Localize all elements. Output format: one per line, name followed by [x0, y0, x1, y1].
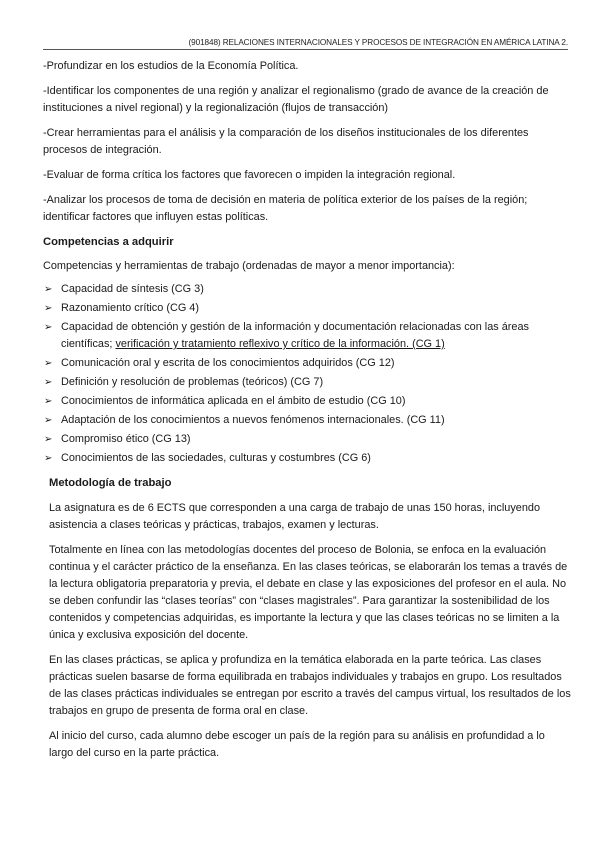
list-item: ➢ Definición y resolución de problemas (teóricos) (CG 7)	[43, 374, 571, 391]
metodologia-paragraph: La asignatura es de 6 ECTS que corresponden a una carga de trabajo de unas 150 horas, incluyendo asistencia a clases teóricas y prácticas, trabajos, examen y lecturas.	[49, 502, 541, 531]
metodologia-heading: Metodología de trabajo	[49, 477, 172, 489]
metodologia-paragraph: Al inicio del curso, cada alumno debe escoger un país de la región para su análisis en profundidad a lo largo del curso en la parte práctica.	[49, 730, 545, 759]
list-item: ➢ Capacidad de obtención y gestión de la información y documentación relacionadas con las áreas científicas; verificación y tratamiento reflexivo y crítico de la información. (CG 1)	[44, 321, 529, 350]
metodologia-section	[49, 475, 571, 762]
list-item: ➢ Adaptación de los conocimientos a nuevos fenómenos internacionales. (CG 11)	[43, 412, 571, 429]
arrow-bullet-icon: ➢	[44, 434, 53, 445]
competencias-heading: Competencias a adquirir	[43, 236, 174, 248]
objective-item: -Profundizar en los estudios de la Economía Política.	[43, 60, 299, 72]
arrow-bullet-icon: ➢	[44, 415, 53, 426]
arrow-bullet-icon: ➢	[44, 377, 53, 388]
arrow-bullet-icon: ➢	[44, 396, 53, 407]
list-item: ➢ Capacidad de síntesis (CG 3)	[43, 281, 571, 298]
competencias-list	[43, 281, 571, 467]
metodologia-paragraph: Totalmente en línea con las metodologías docentes del proceso de Bolonia, se enfoca en la evaluación continua y el carácter práctico de la enseñanza. En las clases teóricas, se elaborarán los temas a través de la lectura obligatoria preparatoria y previa, el debate en clase y las exposiciones del profesor en el aula. No se deben confundir las “clases teorías” con “clases magistrales”. Para garantizar la sostenibilidad de los contenidos y competencias adquiridas, es importante la lectura y que las clases teóricas no se limiten a la única y exclusiva exposición del docente.	[49, 544, 568, 641]
underlined-text: verificación y tratamiento reflexivo y crítico de la información. (CG 1)	[115, 338, 445, 350]
list-item: ➢ Comunicación oral y escrita de los conocimientos adquiridos (CG 12)	[43, 355, 571, 372]
arrow-bullet-icon: ➢	[44, 284, 53, 295]
arrow-bullet-icon: ➢	[44, 358, 53, 369]
objective-item: -Analizar los procesos de toma de decisión en materia de política exterior de los países de la región; identificar factores que influyen estas políticas.	[43, 194, 528, 223]
list-item: ➢ Conocimientos de informática aplicada en el ámbito de estudio (CG 10)	[43, 393, 571, 410]
objective-item: -Evaluar de forma crítica los factores que favorecen o impiden la integración regional.	[43, 169, 456, 181]
document-body	[43, 58, 571, 770]
objective-item: -Identificar los componentes de una región y analizar el regionalismo (grado de avance de la creación de instituciones a nivel regional) y la regionalización (flujos de transacción)	[43, 85, 549, 114]
arrow-bullet-icon: ➢	[44, 453, 53, 464]
arrow-bullet-icon: ➢	[44, 322, 53, 333]
metodologia-paragraph: En las clases prácticas, se aplica y profundiza en la temática elaborada en la parte teórica. Las clases prácticas suelen basarse de forma equilibrada en trabajos individuales y trabajos en grupo. Los resultados de las clases prácticas individuales se entregan por escrito a través del campus virtual, los resultados de los trabajos en grupo de presenta de forma oral en clase.	[49, 654, 571, 717]
list-item: ➢ Razonamiento crítico (CG 4)	[43, 300, 571, 317]
page-header: (901848) RELACIONES INTERNACIONALES Y PROCESOS DE INTEGRACIÓN EN AMÉRICA LATINA 2.	[43, 38, 568, 50]
competencias-intro: Competencias y herramientas de trabajo (ordenadas de mayor a menor importancia):	[43, 260, 455, 272]
arrow-bullet-icon: ➢	[44, 303, 53, 314]
list-item: ➢ Conocimientos de las sociedades, culturas y costumbres (CG 6)	[43, 450, 571, 467]
objective-item: -Crear herramientas para el análisis y la comparación de los diseños institucionales de los diferentes procesos de integración.	[43, 127, 529, 156]
list-item: ➢ Compromiso ético (CG 13)	[43, 431, 571, 448]
